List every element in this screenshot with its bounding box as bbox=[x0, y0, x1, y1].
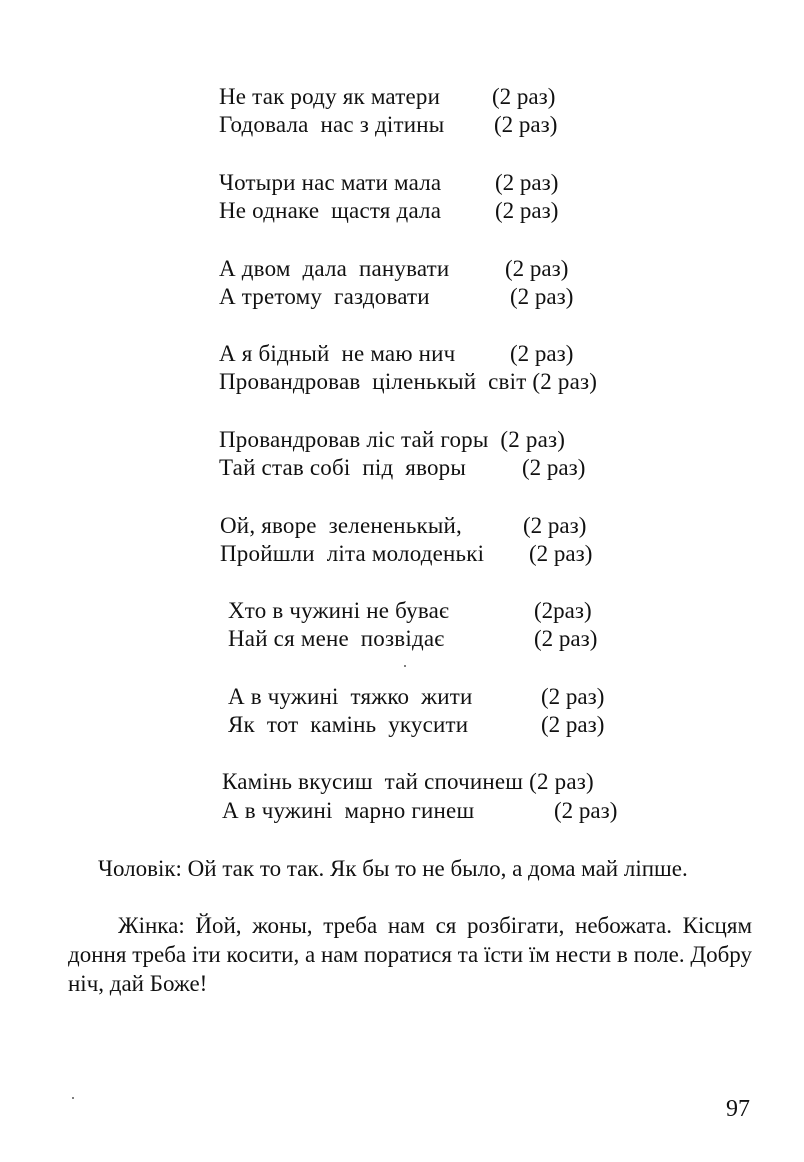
verse-7-line-2: Най ся мене позвідає bbox=[228, 626, 445, 651]
verse-7-line-1: Хто в чужині не буває bbox=[228, 598, 450, 623]
scan-speck bbox=[404, 665, 406, 667]
verse-7-repeat-1: (2раз) bbox=[534, 598, 592, 623]
verse-2-line-1: Чотыри нас мати мала bbox=[219, 170, 442, 195]
scan-speck bbox=[72, 1097, 74, 1099]
verse-8-repeat-2: (2 раз) bbox=[541, 712, 605, 737]
paragraph-husband: Чоловік: Ой так то так. Як бы то не было, а дома май ліпше. bbox=[98, 856, 688, 881]
verse-7-repeat-2: (2 раз) bbox=[534, 626, 598, 651]
verse-8-line-2: Як тот камінь укусити bbox=[228, 712, 469, 737]
verse-4-repeat-1: (2 раз) bbox=[510, 341, 574, 366]
verse-6-line-2: Пройшли літа молоденькі bbox=[220, 541, 485, 566]
verse-8-line-1: А в чужині тяжко жити bbox=[228, 684, 473, 709]
verse-5-line-2: Тай став собі під яворы bbox=[219, 455, 467, 480]
verse-9-line-2: А в чужині марно гинеш bbox=[222, 798, 475, 823]
verse-4-line-1: А я бідный не маю нич bbox=[219, 341, 456, 366]
verse-1-line-1: Не так роду як матери bbox=[219, 84, 441, 109]
verse-1-line-2: Годовала нас з дітины bbox=[219, 112, 445, 137]
verse-5-repeat-2: (2 раз) bbox=[522, 455, 586, 480]
verse-3-line-2: А третому газдовати bbox=[219, 284, 430, 309]
verse-2-repeat-1: (2 раз) bbox=[495, 170, 559, 195]
page-number: 97 bbox=[726, 1096, 750, 1122]
verse-3-repeat-1: (2 раз) bbox=[505, 256, 569, 281]
verse-5-line-1: Провандровав ліс тай горы (2 раз) bbox=[219, 427, 566, 452]
verse-6-repeat-1: (2 раз) bbox=[523, 513, 587, 538]
verse-9-repeat-2: (2 раз) bbox=[554, 798, 618, 823]
verse-8-repeat-1: (2 раз) bbox=[541, 684, 605, 709]
verse-2-line-2: Не однаке щастя дала bbox=[219, 198, 442, 223]
verse-4-line-2: Провандровав ціленькый світ (2 раз) bbox=[219, 369, 598, 394]
verse-1-repeat-2: (2 раз) bbox=[494, 112, 558, 137]
verse-3-repeat-2: (2 раз) bbox=[510, 284, 574, 309]
verse-1-repeat-1: (2 раз) bbox=[492, 84, 556, 109]
verse-6-line-1: Ой, яворе зелененькый, bbox=[220, 513, 462, 538]
verse-2-repeat-2: (2 раз) bbox=[495, 198, 559, 223]
verse-9-line-1: Камінь вкусиш тай спочинеш (2 раз) bbox=[222, 769, 594, 794]
verse-6-repeat-2: (2 раз) bbox=[529, 541, 593, 566]
paragraph-wife: Жінка: Йой, жоны, треба нам ся розбігати, небожата. Кісцям доння треба іти косити, а нам поратися та їсти їм нести в поле. Добру ніч, дай Боже! bbox=[68, 913, 752, 996]
verse-3-line-1: А двом дала панувати bbox=[219, 256, 450, 281]
